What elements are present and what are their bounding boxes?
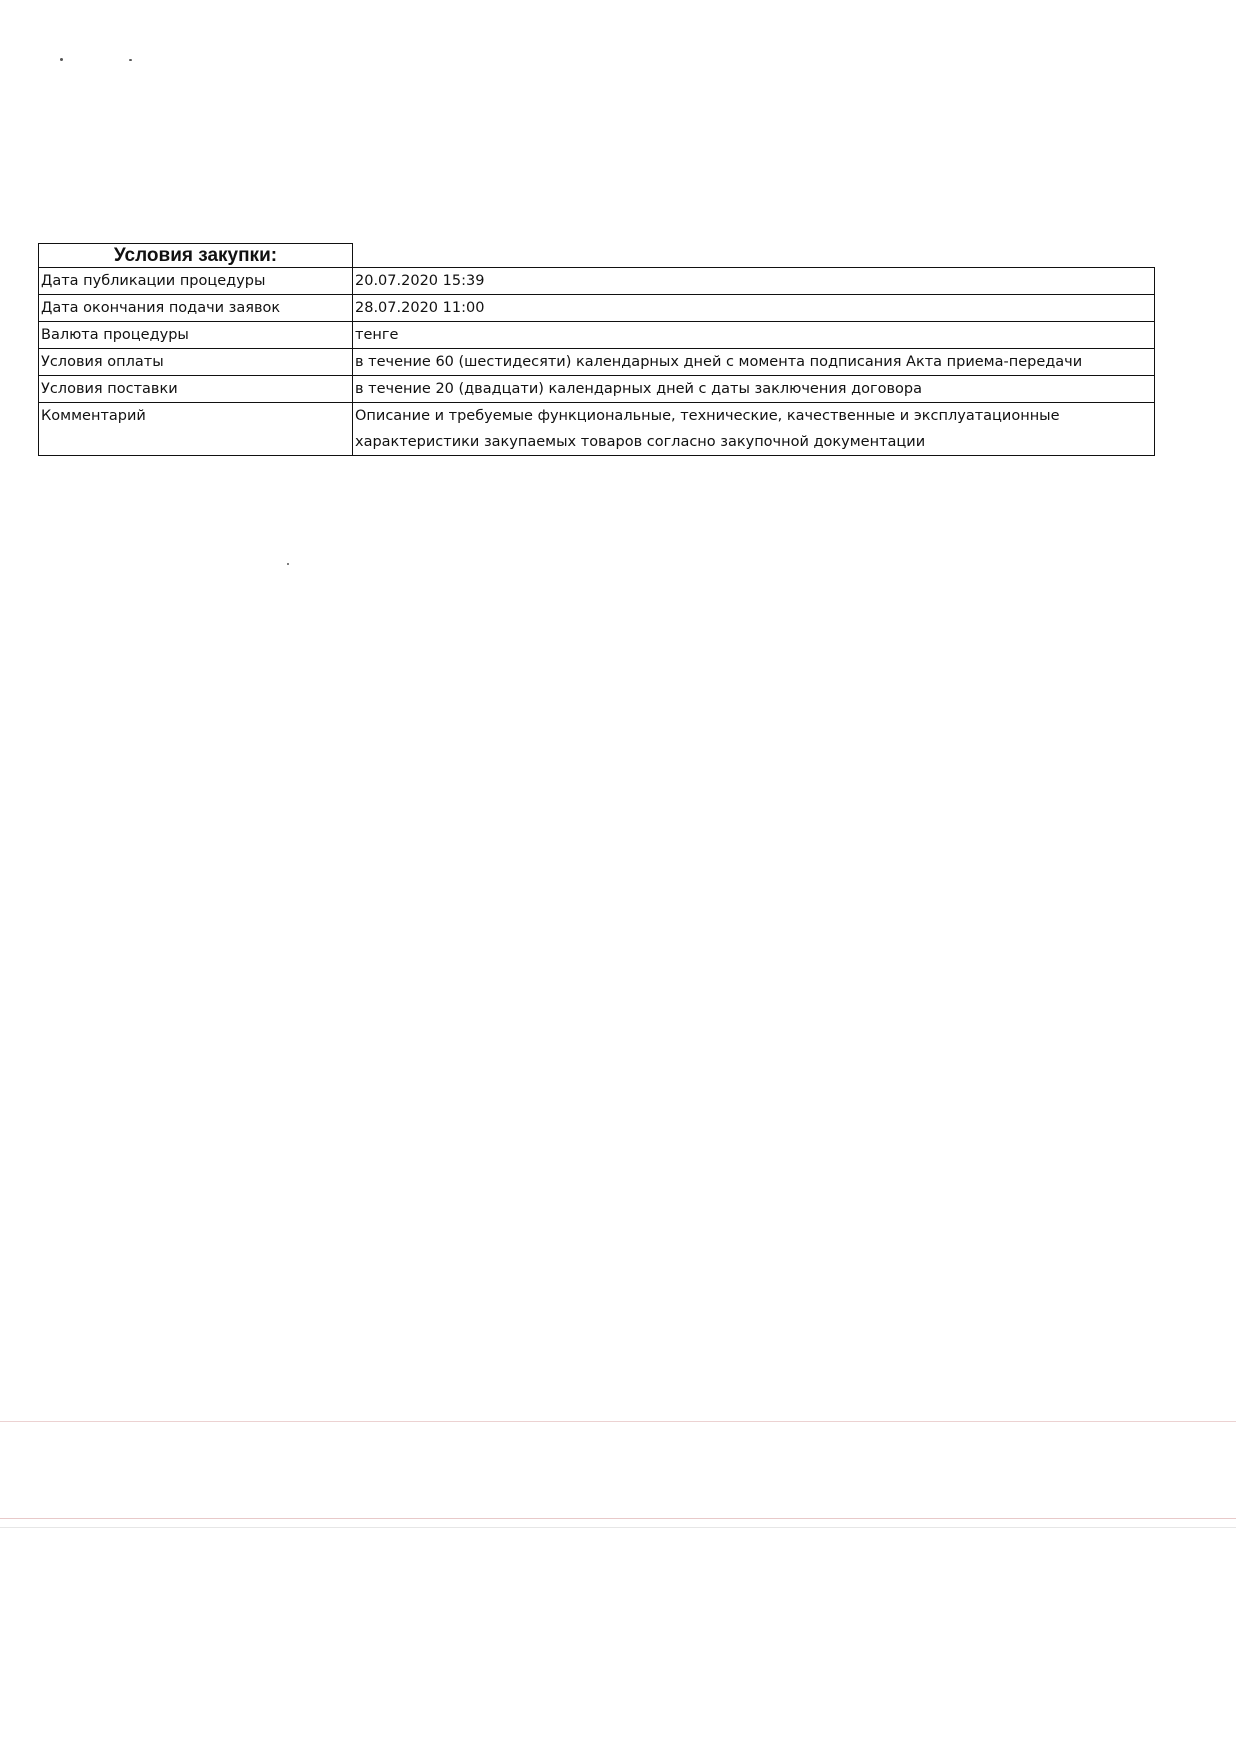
- row-label: Комментарий: [39, 403, 353, 456]
- scan-line: [0, 1518, 1236, 1519]
- row-value: 28.07.2020 11:00: [353, 295, 1155, 322]
- table-row: [39, 403, 1155, 456]
- table-title: Условия закупки:: [38, 243, 353, 267]
- table-header-row: [38, 243, 1155, 267]
- table-row: [39, 268, 1155, 295]
- scan-speck: [287, 563, 289, 565]
- scan-speck: [60, 58, 63, 61]
- scan-line: [0, 1421, 1236, 1422]
- table-row: [39, 349, 1155, 376]
- header-spacer: [353, 243, 1155, 267]
- row-value: Описание и требуемые функциональные, технические, качественные и эксплуатационные характеристики закупаемых товаров согласно закупочной документации: [353, 403, 1155, 456]
- conditions-grid: [38, 267, 1155, 456]
- scan-line: [0, 1527, 1236, 1528]
- table-row: [39, 376, 1155, 403]
- scan-speck: [129, 59, 132, 61]
- row-value: тенге: [353, 322, 1155, 349]
- table-row: [39, 295, 1155, 322]
- row-value: 20.07.2020 15:39: [353, 268, 1155, 295]
- row-value: в течение 20 (двадцати) календарных дней с даты заключения договора: [353, 376, 1155, 403]
- row-label: Условия поставки: [39, 376, 353, 403]
- row-label: Дата публикации процедуры: [39, 268, 353, 295]
- row-label: Дата окончания подачи заявок: [39, 295, 353, 322]
- row-label: Валюта процедуры: [39, 322, 353, 349]
- table-row: [39, 322, 1155, 349]
- row-value: в течение 60 (шестидесяти) календарных дней с момента подписания Акта приема-передачи: [353, 349, 1155, 376]
- row-label: Условия оплаты: [39, 349, 353, 376]
- procurement-conditions-table: [38, 243, 1155, 456]
